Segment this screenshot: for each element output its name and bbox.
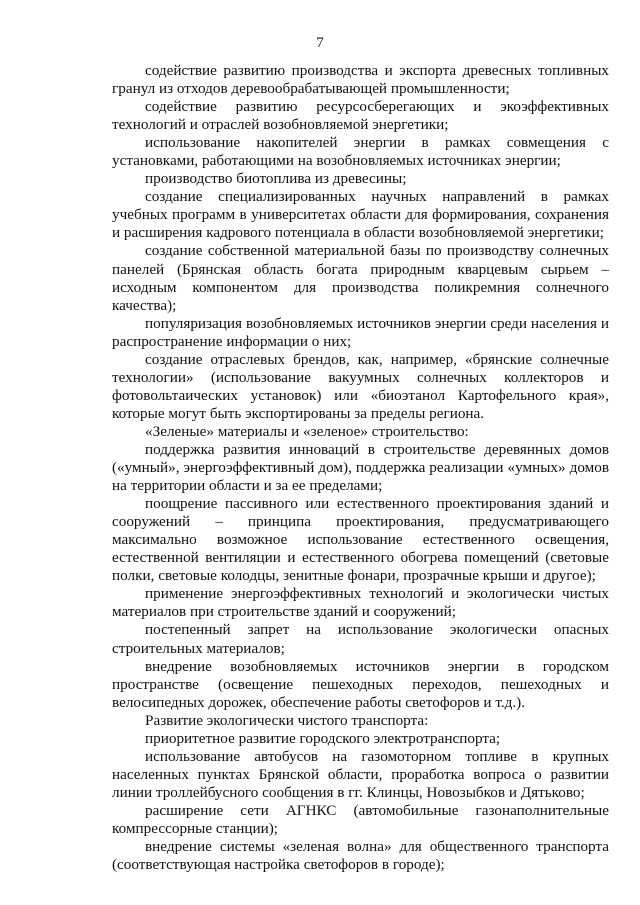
page-number: 7	[316, 35, 324, 51]
paragraph: внедрение возобновляемых источников энергии в городском пространстве (освещение пешеходных переходов, пешеходных и велосипедных дорожек, обеспечение работы светофоров и т.д.).	[112, 657, 609, 711]
paragraph: содействие развитию ресурсосберегающих и экоэффективных технологий и отраслей возобновляемой энергетики;	[112, 98, 609, 134]
paragraph: использование накопителей энергии в рамках совмещения с установками, работающими на возобновляемых источниках энергии;	[112, 134, 609, 170]
paragraph: применение энергоэффективных технологий и экологически чистых материалов при строительстве зданий и сооружений;	[112, 585, 609, 621]
paragraph: производство биотоплива из древесины;	[145, 170, 407, 188]
paragraph: поддержка развития инноваций в строительстве деревянных домов («умный», энергоэффективный дом), поддержка реализации «умных» домов на территории области и за ее пределами;	[112, 440, 609, 495]
paragraph: расширение сети АГНКС (автомобильные газонаполнительные компрессорные станции);	[112, 801, 609, 837]
document-body	[112, 62, 609, 874]
paragraph: внедрение системы «зеленая волна» для общественного транспорта (соответствующая настройка светофоров в городе);	[112, 838, 609, 874]
paragraph: создание собственной материальной базы по производству солнечных панелей (Брянская область богата природным кварцевым сырьем – исходным компонентом для производства поликремния солнечного качества);	[112, 242, 609, 314]
paragraph: приоритетное развитие городского электротранспорта;	[145, 729, 501, 747]
section-heading: Развитие экологически чистого транспорта:	[145, 711, 429, 729]
paragraph: использование автобусов на газомоторном топливе в крупных населенных пунктах Брянской области, проработка вопроса о развитии линии троллейбусного сообщения в гг. Клинцы, Новозыбков и Дятьково;	[112, 747, 609, 801]
paragraph: популяризация возобновляемых источников энергии среди населения и распространение информации о них;	[112, 314, 609, 350]
paragraph: создание отраслевых брендов, как, например, «брянские солнечные технологии» (использование вакуумных солнечных коллекторов и фотовольтаических установок) или «биоэтанол Картофельного края», которые могут быть экспортированы за пределы региона.	[112, 350, 609, 422]
paragraph: поощрение пассивного или естественного проектирования зданий и сооружений – принципа проектирования, предусматривающего максимально возможное использование естественного освещения, естественной вентиляции и естественного обогрева помещений (световые полки, световые колодцы, зенитные фонари, прозрачные крыши и другое);	[112, 495, 609, 585]
paragraph: содействие развитию производства и экспорта древесных топливных гранул из отходов деревообрабатывающей промышленности;	[112, 62, 609, 98]
section-heading: «Зеленые» материалы и «зеленое» строительство:	[145, 422, 469, 440]
paragraph: постепенный запрет на использование экологически опасных строительных материалов;	[112, 621, 609, 657]
paragraph: создание специализированных научных направлений в рамках учебных программ в университетах области для формирования, сохранения и расширения кадрового потенциала в области возобновляемой энергетики;	[112, 188, 609, 242]
